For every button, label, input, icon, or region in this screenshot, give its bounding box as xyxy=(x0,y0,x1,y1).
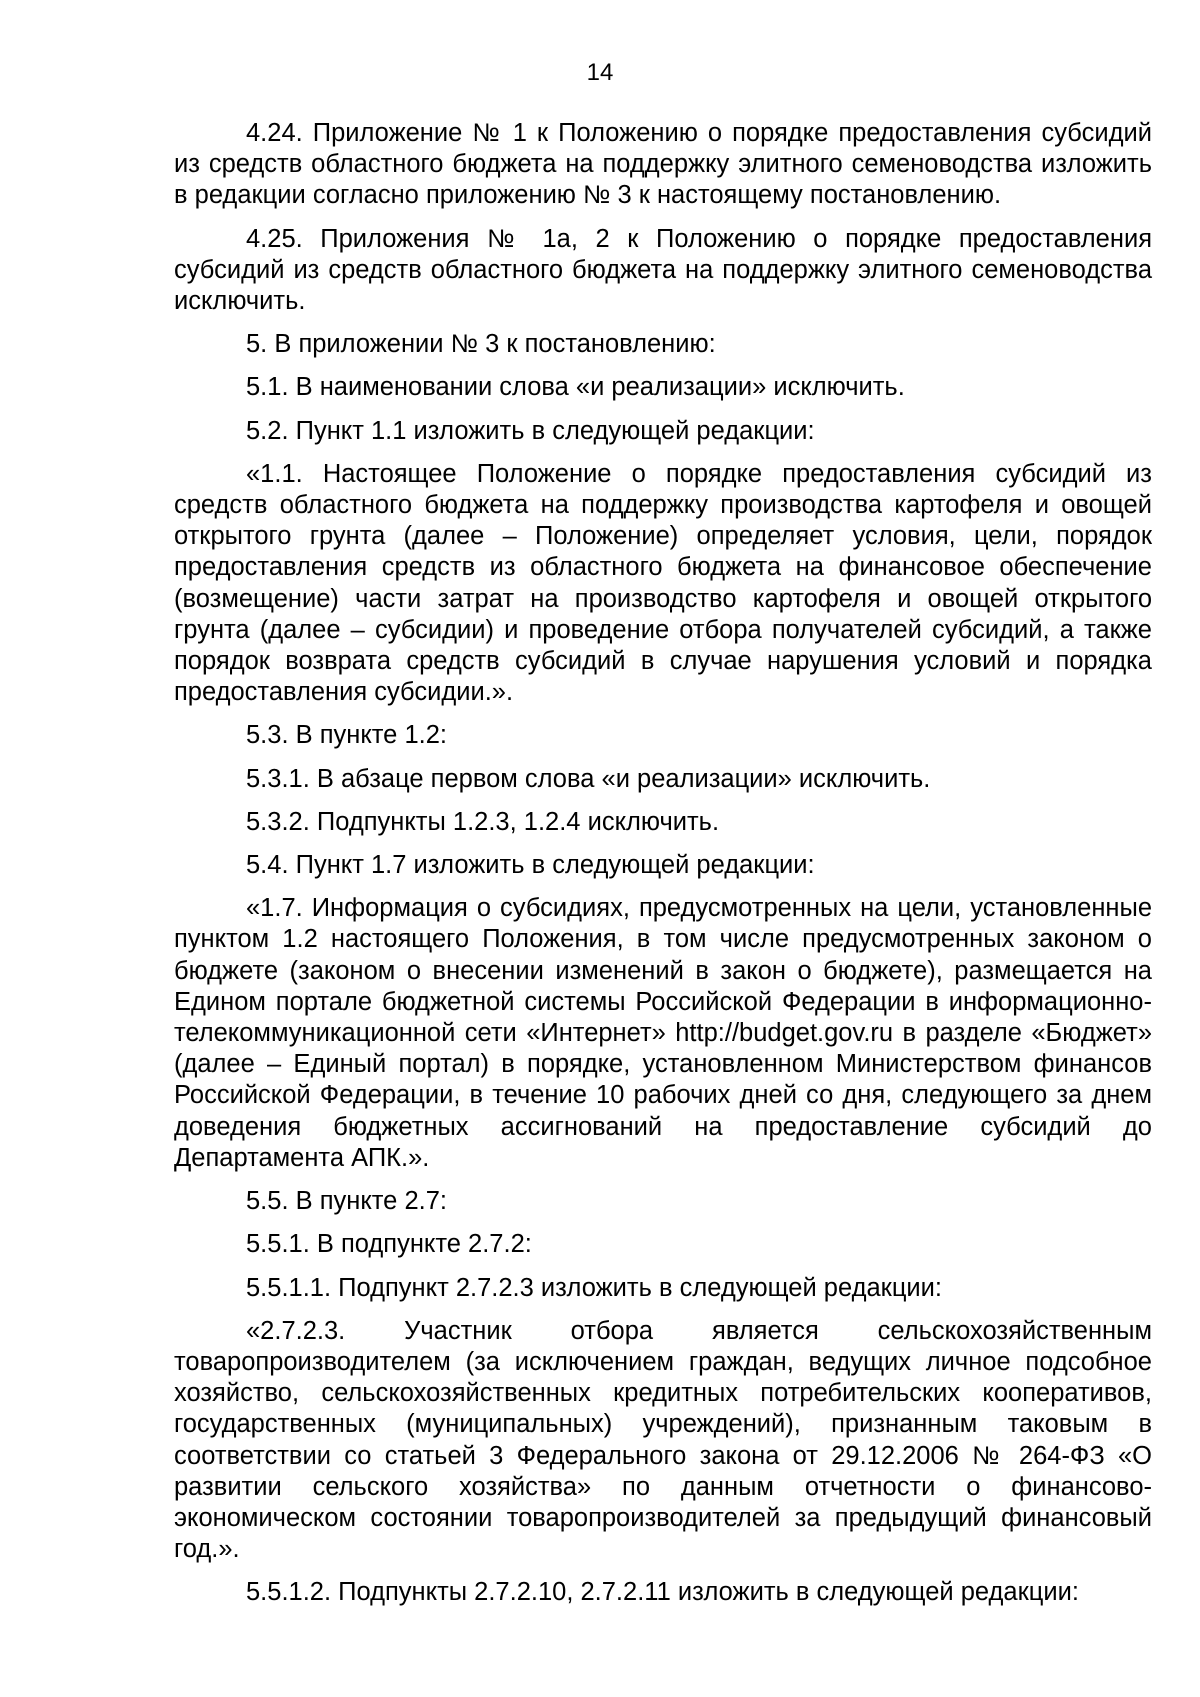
paragraph-5-5-1: 5.5.1. В подпункте 2.7.2: xyxy=(246,1230,532,1259)
paragraph-5-5-1-2: 5.5.1.2. Подпункты 2.7.2.10, 2.7.2.11 изложить в следующей редакции: xyxy=(246,1578,1079,1607)
paragraph-5: 5. В приложении № 3 к постановлению: xyxy=(246,330,716,359)
paragraph-quote-1-7: «1.7. Информация о субсидиях, предусмотренных на цели, установленные пунктом 1.2 настоящего Положения, в том числе предусмотренных законом о бюджете (законом о внесении изменений в закон о бюджете), размещается на Едином портале бюджетной системы Российской Федерации в информационно-телекоммуникационной сети «Интернет» http://budget.gov.ru в разделе «Бюджет» (далее – Единый портал) в порядке, установленном Министерством финансов Российской Федерации, в течение 10 рабочих дней со дня, следующего за днем доведения бюджетных ассигнований на предоставление субсидий до Департамента АПК.». xyxy=(174,894,1152,1172)
paragraph-5-2: 5.2. Пункт 1.1 изложить в следующей редакции: xyxy=(246,416,815,445)
paragraph-5-3-2: 5.3.2. Подпункты 1.2.3, 1.2.4 исключить. xyxy=(246,807,720,836)
page-number: 14 xyxy=(586,59,614,86)
paragraph-4-25: 4.25. Приложения № 1а, 2 к Положению о порядке предоставления субсидий из средств областного бюджета на поддержку элитного семеноводства исключить. xyxy=(174,224,1152,316)
paragraph-4-24: 4.24. Приложение № 1 к Положению о порядке предоставления субсидий из средств областного бюджета на поддержку элитного семеноводства изложить в редакции согласно приложению № 3 к настоящему постановлению. xyxy=(174,119,1152,210)
paragraph-5-5-1-1: 5.5.1.1. Подпункт 2.7.2.3 изложить в следующей редакции: xyxy=(246,1273,942,1302)
paragraph-5-3-1: 5.3.1. В абзаце первом слова «и реализации» исключить. xyxy=(246,764,931,793)
paragraph-5-5: 5.5. В пункте 2.7: xyxy=(246,1187,447,1216)
paragraph-quote-2-7-2-3: «2.7.2.3. Участник отбора является сельскохозяйственным товаропроизводителем (за исключением граждан, ведущих личное подсобное хозяйство, сельскохозяйственных кредитных потребительских кооперативов, государственных (муниципальных) учреждений), признанным таковым в соответствии со статьей 3 Федерального закона от 29.12.2006 № 264-ФЗ «О развитии сельского хозяйства» по данным отчетности о финансово-экономическом состоянии товаропроизводителей за предыдущий финансовый год.». xyxy=(174,1316,1152,1564)
paragraph-quote-1-1: «1.1. Настоящее Положение о порядке предоставления субсидий из средств областного бюджета на поддержку производства картофеля и овощей открытого грунта (далее – Положение) определяет условия, цели, порядок предоставления средств из областного бюджета на финансовое обеспечение (возмещение) части затрат на производство картофеля и овощей открытого грунта (далее – субсидии) и проведение отбора получателей субсидий, а также порядок возврата средств субсидий в случае нарушения условий и порядка предоставления субсидии.». xyxy=(174,459,1152,707)
document-body xyxy=(174,118,1152,1621)
paragraph-5-3: 5.3. В пункте 1.2: xyxy=(246,721,447,750)
paragraph-5-1: 5.1. В наименовании слова «и реализации» исключить. xyxy=(246,373,905,402)
paragraph-5-4: 5.4. Пункт 1.7 изложить в следующей редакции: xyxy=(246,851,815,880)
